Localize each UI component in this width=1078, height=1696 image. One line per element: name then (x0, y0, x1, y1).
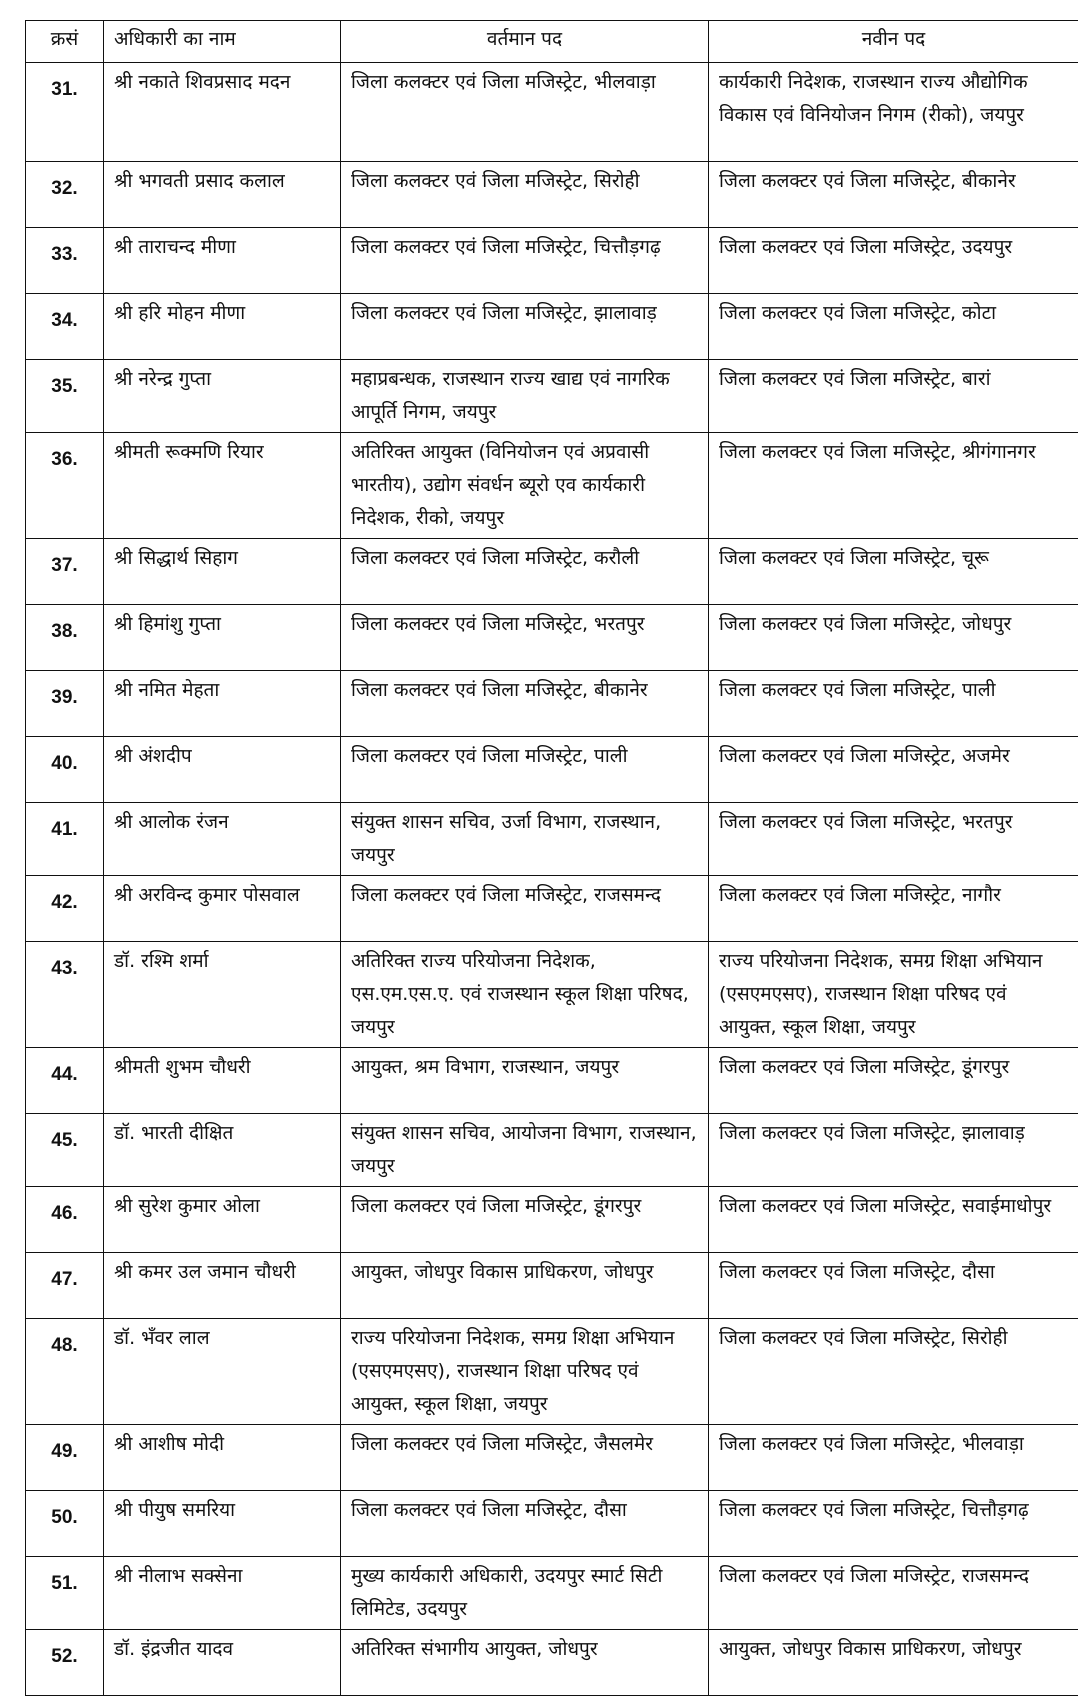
current-post-cell: जिला कलक्टर एवं जिला मजिस्ट्रेट, भीलवाड़ा (341, 63, 709, 162)
serial-number-cell: 44. (26, 1048, 104, 1114)
officer-name-cell: श्री अंशदीप (104, 737, 341, 803)
table-row (26, 942, 1078, 1048)
new-post-cell: जिला कलक्टर एवं जिला मजिस्ट्रेट, झालावाड़ (709, 1114, 1078, 1187)
new-post-cell: जिला कलक्टर एवं जिला मजिस्ट्रेट, उदयपुर (709, 228, 1078, 294)
table-row (26, 671, 1078, 737)
new-post-cell: जिला कलक्टर एवं जिला मजिस्ट्रेट, भरतपुर (709, 803, 1078, 876)
new-post-cell: जिला कलक्टर एवं जिला मजिस्ट्रेट, दौसा (709, 1253, 1078, 1319)
officer-name-cell: डॉ. रश्मि शर्मा (104, 942, 341, 1048)
table-row (26, 228, 1078, 294)
officer-name-cell: श्री नकाते शिवप्रसाद मदन (104, 63, 341, 162)
serial-number-cell: 47. (26, 1253, 104, 1319)
table-row (26, 605, 1078, 671)
new-post-cell: जिला कलक्टर एवं जिला मजिस्ट्रेट, डूंगरपुर (709, 1048, 1078, 1114)
officer-name-cell: श्री सुरेश कुमार ओला (104, 1187, 341, 1253)
new-post-cell: आयुक्त, जोधपुर विकास प्राधिकरण, जोधपुर (709, 1630, 1078, 1696)
officer-transfer-table (25, 20, 1078, 1696)
current-post-cell: अतिरिक्त राज्य परियोजना निदेशक, एस.एम.एस.ए. एवं राजस्थान स्कूल शिक्षा परिषद, जयपुर (341, 942, 709, 1048)
current-post-cell: आयुक्त, जोधपुर विकास प्राधिकरण, जोधपुर (341, 1253, 709, 1319)
table-row (26, 1491, 1078, 1557)
serial-number-cell: 42. (26, 876, 104, 942)
officer-name-cell: श्री हरि मोहन मीणा (104, 294, 341, 360)
officer-name-cell: श्री सिद्धार्थ सिहाग (104, 539, 341, 605)
current-post-cell: जिला कलक्टर एवं जिला मजिस्ट्रेट, राजसमन्द (341, 876, 709, 942)
table-row (26, 1630, 1078, 1696)
officer-name-cell: श्री भगवती प्रसाद कलाल (104, 162, 341, 228)
table-row (26, 433, 1078, 539)
serial-number-cell: 49. (26, 1425, 104, 1491)
current-post-cell: जिला कलक्टर एवं जिला मजिस्ट्रेट, भरतपुर (341, 605, 709, 671)
serial-number-cell: 31. (26, 63, 104, 162)
current-post-cell: राज्य परियोजना निदेशक, समग्र शिक्षा अभियान (एसएमएसए), राजस्थान शिक्षा परिषद एवं आयुक्त, स्कूल शिक्षा, जयपुर (341, 1319, 709, 1425)
header-officer-name: अधिकारी का नाम (104, 21, 341, 63)
serial-number-cell: 37. (26, 539, 104, 605)
current-post-cell: आयुक्त, श्रम विभाग, राजस्थान, जयपुर (341, 1048, 709, 1114)
officer-name-cell: श्री ताराचन्द मीणा (104, 228, 341, 294)
serial-number-cell: 36. (26, 433, 104, 539)
table-row (26, 294, 1078, 360)
officer-name-cell: डॉ. इंद्रजीत यादव (104, 1630, 341, 1696)
new-post-cell: जिला कलक्टर एवं जिला मजिस्ट्रेट, चूरू (709, 539, 1078, 605)
table-row (26, 360, 1078, 433)
new-post-cell: जिला कलक्टर एवं जिला मजिस्ट्रेट, चित्तौड़गढ़ (709, 1491, 1078, 1557)
table-row (26, 1253, 1078, 1319)
table-row (26, 539, 1078, 605)
current-post-cell: जिला कलक्टर एवं जिला मजिस्ट्रेट, डूंगरपुर (341, 1187, 709, 1253)
current-post-cell: अतिरिक्त संभागीय आयुक्त, जोधपुर (341, 1630, 709, 1696)
current-post-cell: महाप्रबन्धक, राजस्थान राज्य खाद्य एवं नागरिक आपूर्ति निगम, जयपुर (341, 360, 709, 433)
current-post-cell: जिला कलक्टर एवं जिला मजिस्ट्रेट, जैसलमेर (341, 1425, 709, 1491)
table-row (26, 1048, 1078, 1114)
new-post-cell: जिला कलक्टर एवं जिला मजिस्ट्रेट, भीलवाड़ा (709, 1425, 1078, 1491)
table-row (26, 876, 1078, 942)
new-post-cell: जिला कलक्टर एवं जिला मजिस्ट्रेट, बारां (709, 360, 1078, 433)
table-row (26, 1114, 1078, 1187)
table-row (26, 1187, 1078, 1253)
new-post-cell: जिला कलक्टर एवं जिला मजिस्ट्रेट, पाली (709, 671, 1078, 737)
table-row (26, 1557, 1078, 1630)
serial-number-cell: 33. (26, 228, 104, 294)
new-post-cell: जिला कलक्टर एवं जिला मजिस्ट्रेट, राजसमन्द (709, 1557, 1078, 1630)
officer-name-cell: श्रीमती रूक्मणि रियार (104, 433, 341, 539)
serial-number-cell: 52. (26, 1630, 104, 1696)
officer-name-cell: श्री नरेन्द्र गुप्ता (104, 360, 341, 433)
officer-name-cell: श्री आशीष मोदी (104, 1425, 341, 1491)
current-post-cell: जिला कलक्टर एवं जिला मजिस्ट्रेट, चित्तौड़गढ़ (341, 228, 709, 294)
table-row (26, 162, 1078, 228)
officer-name-cell: श्री अरविन्द कुमार पोसवाल (104, 876, 341, 942)
table-row (26, 1319, 1078, 1425)
header-current-post: वर्तमान पद (341, 21, 709, 63)
officer-name-cell: श्री आलोक रंजन (104, 803, 341, 876)
current-post-cell: जिला कलक्टर एवं जिला मजिस्ट्रेट, पाली (341, 737, 709, 803)
new-post-cell: जिला कलक्टर एवं जिला मजिस्ट्रेट, नागौर (709, 876, 1078, 942)
current-post-cell: जिला कलक्टर एवं जिला मजिस्ट्रेट, करौली (341, 539, 709, 605)
serial-number-cell: 50. (26, 1491, 104, 1557)
officer-name-cell: श्री कमर उल जमान चौधरी (104, 1253, 341, 1319)
officer-name-cell: श्री हिमांशु गुप्ता (104, 605, 341, 671)
new-post-cell: जिला कलक्टर एवं जिला मजिस्ट्रेट, श्रीगंगानगर (709, 433, 1078, 539)
new-post-cell: जिला कलक्टर एवं जिला मजिस्ट्रेट, अजमेर (709, 737, 1078, 803)
serial-number-cell: 51. (26, 1557, 104, 1630)
serial-number-cell: 45. (26, 1114, 104, 1187)
table-body (26, 63, 1078, 1696)
new-post-cell: राज्य परियोजना निदेशक, समग्र शिक्षा अभियान (एसएमएसए), राजस्थान शिक्षा परिषद एवं आयुक्त, स्कूल शिक्षा, जयपुर (709, 942, 1078, 1048)
current-post-cell: जिला कलक्टर एवं जिला मजिस्ट्रेट, सिरोही (341, 162, 709, 228)
serial-number-cell: 38. (26, 605, 104, 671)
current-post-cell: संयुक्त शासन सचिव, उर्जा विभाग, राजस्थान, जयपुर (341, 803, 709, 876)
new-post-cell: जिला कलक्टर एवं जिला मजिस्ट्रेट, जोधपुर (709, 605, 1078, 671)
new-post-cell: कार्यकारी निदेशक, राजस्थान राज्य औद्योगिक विकास एवं विनियोजन निगम (रीको), जयपुर (709, 63, 1078, 162)
table-row (26, 1425, 1078, 1491)
officer-name-cell: श्री नमित मेहता (104, 671, 341, 737)
serial-number-cell: 40. (26, 737, 104, 803)
header-new-post: नवीन पद (709, 21, 1078, 63)
new-post-cell: जिला कलक्टर एवं जिला मजिस्ट्रेट, कोटा (709, 294, 1078, 360)
serial-number-cell: 34. (26, 294, 104, 360)
officer-name-cell: डॉ. भँवर लाल (104, 1319, 341, 1425)
current-post-cell: मुख्य कार्यकारी अधिकारी, उदयपुर स्मार्ट सिटी लिमिटेड, उदयपुर (341, 1557, 709, 1630)
serial-number-cell: 43. (26, 942, 104, 1048)
current-post-cell: जिला कलक्टर एवं जिला मजिस्ट्रेट, झालावाड़ (341, 294, 709, 360)
serial-number-cell: 35. (26, 360, 104, 433)
header-serial: क्रसं (26, 21, 104, 63)
current-post-cell: जिला कलक्टर एवं जिला मजिस्ट्रेट, बीकानेर (341, 671, 709, 737)
transfer-list-page (25, 20, 1078, 1696)
serial-number-cell: 41. (26, 803, 104, 876)
new-post-cell: जिला कलक्टर एवं जिला मजिस्ट्रेट, सवाईमाधोपुर (709, 1187, 1078, 1253)
officer-name-cell: श्री नीलाभ सक्सेना (104, 1557, 341, 1630)
table-row (26, 737, 1078, 803)
current-post-cell: अतिरिक्त आयुक्त (विनियोजन एवं अप्रवासी भारतीय), उद्योग संवर्धन ब्यूरो एव कार्यकारी निदेशक, रीको, जयपुर (341, 433, 709, 539)
officer-name-cell: डॉ. भारती दीक्षित (104, 1114, 341, 1187)
table-row (26, 803, 1078, 876)
serial-number-cell: 46. (26, 1187, 104, 1253)
serial-number-cell: 39. (26, 671, 104, 737)
current-post-cell: संयुक्त शासन सचिव, आयोजना विभाग, राजस्थान, जयपुर (341, 1114, 709, 1187)
current-post-cell: जिला कलक्टर एवं जिला मजिस्ट्रेट, दौसा (341, 1491, 709, 1557)
officer-name-cell: श्री पीयुष समरिया (104, 1491, 341, 1557)
table-row (26, 63, 1078, 162)
table-header-row (26, 21, 1078, 63)
new-post-cell: जिला कलक्टर एवं जिला मजिस्ट्रेट, बीकानेर (709, 162, 1078, 228)
officer-name-cell: श्रीमती शुभम चौधरी (104, 1048, 341, 1114)
serial-number-cell: 32. (26, 162, 104, 228)
new-post-cell: जिला कलक्टर एवं जिला मजिस्ट्रेट, सिरोही (709, 1319, 1078, 1425)
serial-number-cell: 48. (26, 1319, 104, 1425)
